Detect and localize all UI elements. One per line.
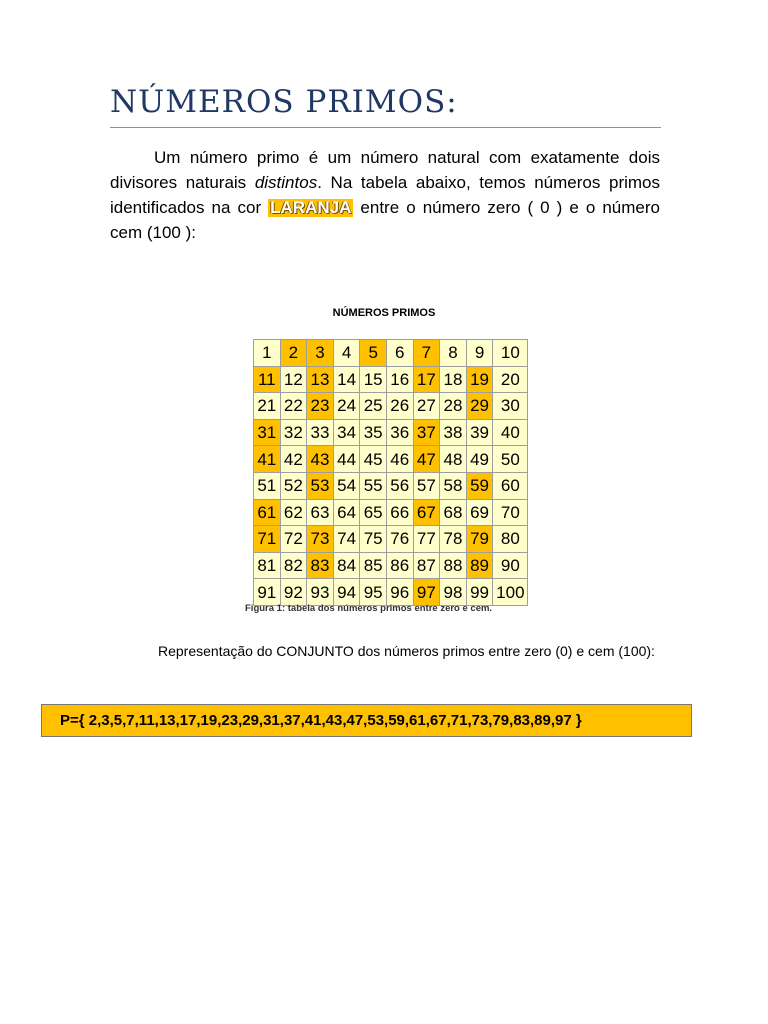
number-cell: 21 [254,393,281,420]
number-cell: 62 [280,499,307,526]
number-cell: 12 [280,366,307,393]
number-cell: 44 [333,446,360,473]
number-cell: 51 [254,472,281,499]
number-cell: 88 [440,552,467,579]
number-cell: 45 [360,446,387,473]
number-cell: 57 [413,472,440,499]
number-cell: 77 [413,526,440,553]
number-cell: 93 [307,579,334,606]
number-cell: 75 [360,526,387,553]
number-cell: 58 [440,472,467,499]
prime-cell: 67 [413,499,440,526]
number-cell: 25 [360,393,387,420]
table-row [254,393,528,420]
prime-cell: 43 [307,446,334,473]
number-cell: 22 [280,393,307,420]
number-cell: 85 [360,552,387,579]
number-cell: 18 [440,366,467,393]
number-cell: 66 [386,499,413,526]
number-cell: 50 [493,446,528,473]
title-underline [110,127,661,128]
primes-table [253,339,528,606]
number-cell: 36 [386,419,413,446]
table-row [254,340,528,367]
table-row [254,526,528,553]
prime-cell: 29 [466,393,493,420]
number-cell: 27 [413,393,440,420]
number-cell: 65 [360,499,387,526]
prime-cell: 23 [307,393,334,420]
prime-cell: 83 [307,552,334,579]
prime-cell: 47 [413,446,440,473]
number-cell: 82 [280,552,307,579]
number-cell: 33 [307,419,334,446]
number-cell: 30 [493,393,528,420]
number-cell: 63 [307,499,334,526]
number-cell: 72 [280,526,307,553]
prime-cell: 89 [466,552,493,579]
number-cell: 74 [333,526,360,553]
number-cell: 96 [386,579,413,606]
table-row [254,472,528,499]
number-cell: 1 [254,340,281,367]
number-cell: 87 [413,552,440,579]
number-cell: 34 [333,419,360,446]
prime-set-box: P={ 2,3,5,7,11,13,17,19,23,29,31,37,41,43,47,53,59,61,67,71,73,79,83,89,97 } [41,704,692,737]
prime-cell: 73 [307,526,334,553]
prime-cell: 61 [254,499,281,526]
table-row [254,366,528,393]
number-cell: 48 [440,446,467,473]
number-cell: 6 [386,340,413,367]
number-cell: 9 [466,340,493,367]
number-cell: 49 [466,446,493,473]
number-cell: 84 [333,552,360,579]
number-cell: 20 [493,366,528,393]
prime-cell: 71 [254,526,281,553]
number-cell: 35 [360,419,387,446]
prime-cell: 19 [466,366,493,393]
number-cell: 14 [333,366,360,393]
number-cell: 40 [493,419,528,446]
number-cell: 4 [333,340,360,367]
number-cell: 76 [386,526,413,553]
number-cell: 26 [386,393,413,420]
intro-text-3: entre o número zero ( 0 ) e o número cem (100 ): [110,198,660,242]
set-intro-text [110,638,655,664]
prime-cell: 53 [307,472,334,499]
number-cell: 81 [254,552,281,579]
table-row [254,499,528,526]
prime-cell: 37 [413,419,440,446]
prime-cell: 11 [254,366,281,393]
number-cell: 32 [280,419,307,446]
number-cell: 90 [493,552,528,579]
number-cell: 38 [440,419,467,446]
prime-cell: 5 [360,340,387,367]
number-cell: 55 [360,472,387,499]
number-cell: 95 [360,579,387,606]
number-cell: 52 [280,472,307,499]
prime-cell: 2 [280,340,307,367]
number-cell: 68 [440,499,467,526]
number-cell: 98 [440,579,467,606]
prime-cell: 31 [254,419,281,446]
number-cell: 16 [386,366,413,393]
number-cell: 54 [333,472,360,499]
prime-cell: 79 [466,526,493,553]
number-cell: 64 [333,499,360,526]
prime-cell: 41 [254,446,281,473]
number-cell: 70 [493,499,528,526]
table-row [254,446,528,473]
prime-cell: 17 [413,366,440,393]
figure-caption: Figura 1: tabela dos números primos entre zero e cem. [245,603,493,614]
number-cell: 92 [280,579,307,606]
highlight-word: LARANJA [270,198,352,217]
intro-paragraph [110,145,660,245]
number-cell: 78 [440,526,467,553]
intro-italic: distintos [254,173,318,192]
number-cell: 60 [493,472,528,499]
prime-cell: 7 [413,340,440,367]
table-row [254,579,528,606]
number-cell: 46 [386,446,413,473]
prime-cell: 3 [307,340,334,367]
number-cell: 24 [333,393,360,420]
number-cell: 39 [466,419,493,446]
number-cell: 94 [333,579,360,606]
intro-text-1: Um número primo é um número natural com exatamente dois divisores naturais [110,148,660,192]
table-title: NÚMEROS PRIMOS [332,307,436,319]
number-cell: 8 [440,340,467,367]
prime-cell: 13 [307,366,334,393]
number-cell: 15 [360,366,387,393]
number-cell: 42 [280,446,307,473]
table-row [254,419,528,446]
number-cell: 69 [466,499,493,526]
number-cell: 91 [254,579,281,606]
table-row [254,552,528,579]
number-cell: 86 [386,552,413,579]
prime-cell: 59 [466,472,493,499]
number-cell: 28 [440,393,467,420]
set-intro-label: Representação do CONJUNTO dos números primos entre zero (0) e cem (100): [158,643,655,659]
prime-cell: 97 [413,579,440,606]
page-title: NÚMEROS PRIMOS: [110,84,458,120]
intro-text-2: . Na tabela abaixo, temos números primos identificados na cor [110,173,661,217]
number-cell: 56 [386,472,413,499]
number-cell: 10 [493,340,528,367]
number-cell: 80 [493,526,528,553]
number-cell: 99 [466,579,493,606]
number-cell: 100 [493,579,528,606]
